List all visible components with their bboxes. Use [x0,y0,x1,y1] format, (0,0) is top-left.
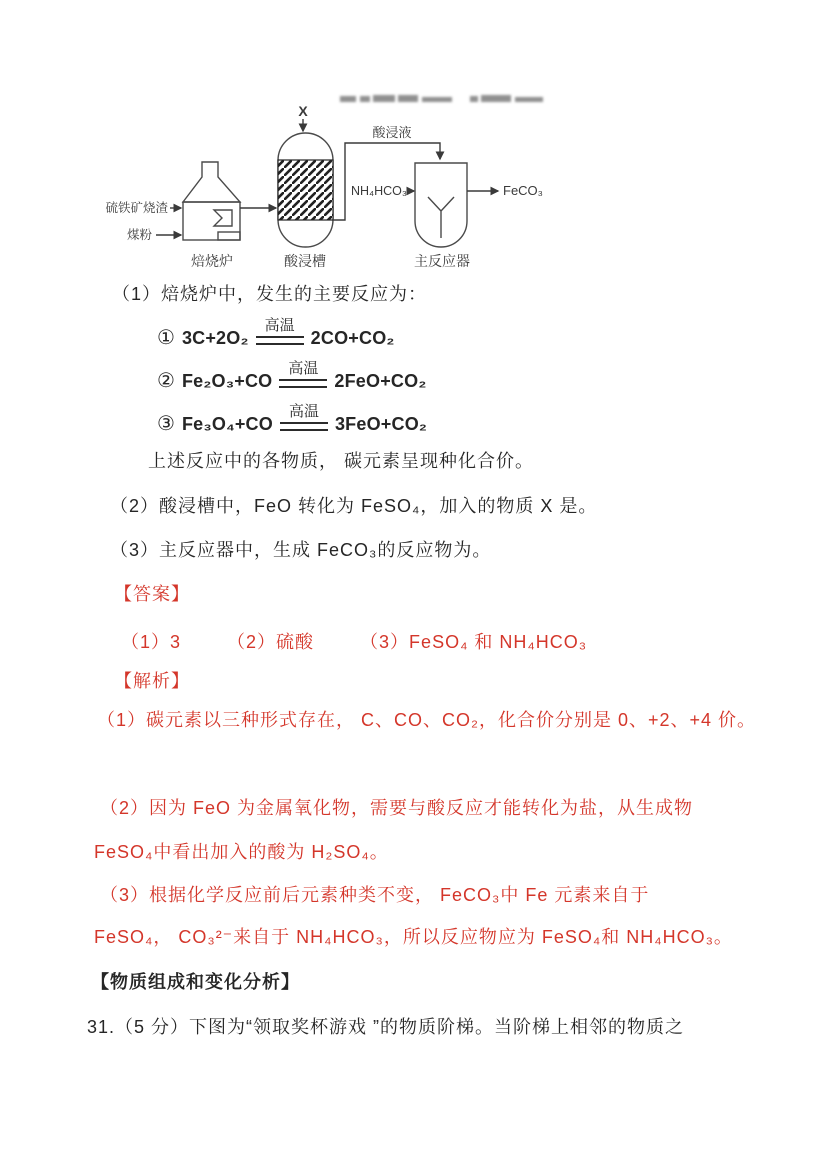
answer-item-3: （3）FeSO₄ 和 NH₄HCO₃ [360,632,588,652]
equation-2-reactants: Fe₂O₃+CO [181,371,273,391]
analysis-line-4: （3）根据化学反应前后元素种类不变， FeCO₃中 Fe 元素来自于 [100,885,650,905]
leach-liquor-pipe [333,143,440,220]
double-bond-equals-icon [280,422,328,431]
analysis-line-3: FeSO₄中看出加入的酸为 H₂SO₄。 [94,842,389,862]
equation-2-condition: 高温 [288,359,319,377]
equation-3-condition-stack [280,404,328,432]
reactor-output-label: FeCO₃ [503,183,543,198]
stirrer-icon [428,197,454,238]
equation-1-condition-stack [256,318,304,346]
reactor-input-label: NH₄HCO₃ [350,184,407,198]
analysis-line-2: （2）因为 FeO 为金属氧化物，需要与酸反应才能转化为盐，从生成物 [100,798,694,818]
furnace-input-label-coal: 煤粉 [126,228,152,242]
question-part1: （1）焙烧炉中，发生的主要反应为： [112,284,428,304]
acid-leaching-tank [278,133,333,247]
equation-1-products: 2CO+CO₂ [310,328,395,348]
leach-liquor-label: 酸浸液 [372,125,412,140]
analysis-section-label: 【解析】 [114,671,190,691]
blurred-cropped-text [340,95,543,102]
equation-1-number: ① [157,327,175,349]
equation-3 [157,392,427,435]
equation-3-reactants: Fe₃O₄+CO [181,414,273,434]
answer-item-1: （1）3 [121,632,182,652]
equation-1-condition: 高温 [264,316,295,334]
analysis-line-5: FeSO₄， CO₃²⁻来自于 NH₄HCO₃，所以反应物应为 FeSO₄和 NH₄HCO₃。 [94,927,733,947]
double-bond-equals-icon [256,336,304,345]
process-flow-diagram [60,80,580,290]
answer-items-row [121,628,587,654]
equation-2-number: ② [157,370,175,392]
tank-label: 酸浸槽 [284,253,326,269]
reactor-label: 主反应器 [414,253,470,269]
equation-2-products: 2FeO+CO₂ [334,371,427,391]
next-section-header: 【物质组成和变化分析】 [91,972,300,992]
equation-3-number: ③ [157,413,175,435]
question-part2: （2）酸浸槽中，FeO 转化为 FeSO₄，加入的物质 X 是。 [110,496,598,516]
equation-3-condition: 高温 [288,402,319,420]
analysis-line-1: （1）碳元素以三种形式存在， C、CO、CO₂，化合价分别是 0、+2、+4 价。 [97,710,757,730]
equations-block [157,306,427,435]
x-input-label: X [298,103,308,119]
double-bond-equals-icon [279,379,327,388]
question-part3: （3）主反应器中，生成 FeCO₃的反应物为。 [110,540,492,560]
roasting-furnace [183,162,240,240]
furnace-label: 焙烧炉 [191,253,233,269]
question-31-text: 31.（5 分）下图为“领取奖杯游戏 ”的物质阶梯。当阶梯上相邻的物质之 [87,1017,685,1037]
equation-1-reactants: 3C+2O₂ [181,328,249,348]
equation-2-condition-stack [279,361,327,389]
equation-2 [157,349,427,392]
equation-1 [157,306,427,349]
furnace-input-label-cinder: 硫铁矿烧渣 [105,201,168,215]
main-reactor [415,163,467,247]
answer-section-label: 【答案】 [114,584,190,604]
equation-3-products: 3FeO+CO₂ [334,414,428,434]
question-part1-followup: 上述反应中的各物质， 碳元素呈现种化合价。 [148,451,534,471]
answer-item-2: （2）硫酸 [227,632,315,652]
